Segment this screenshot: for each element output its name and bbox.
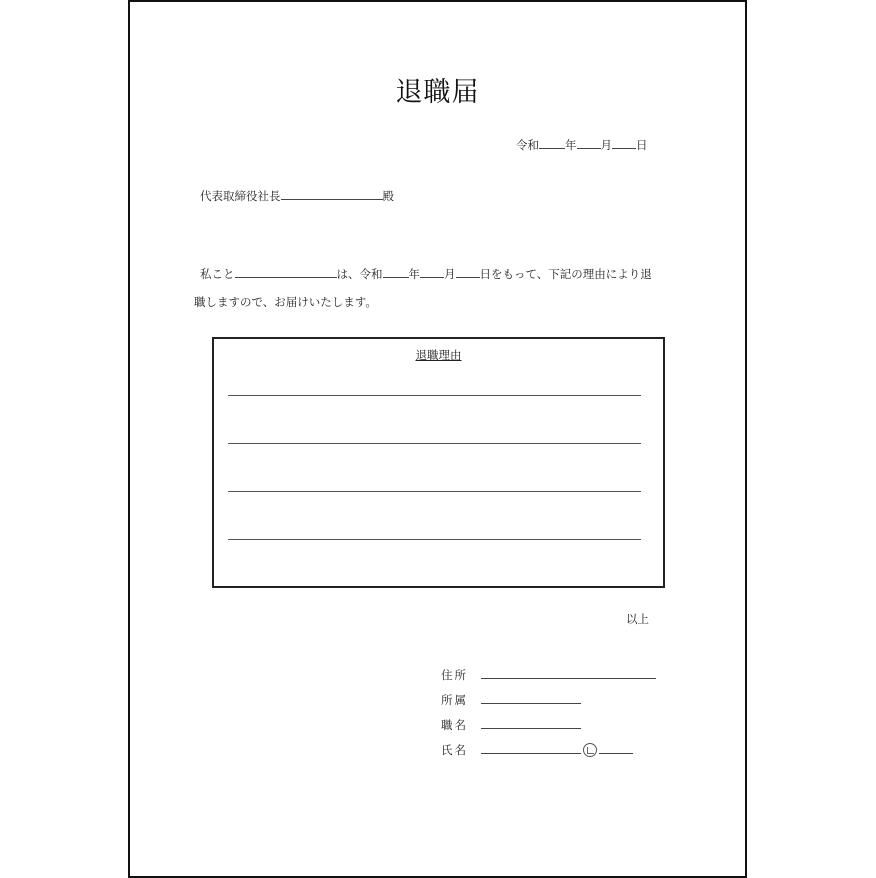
signature-affiliation-row: [441, 691, 581, 708]
addressee-label: 代表取締役社長: [200, 189, 281, 203]
body-seg-5: 日をもって、下記の理由により退: [479, 267, 652, 281]
signature-position-row: [441, 716, 581, 733]
date-day-blank[interactable]: [612, 136, 636, 149]
signature-address-row: [441, 666, 656, 683]
date-line: [516, 136, 648, 153]
date-year-suffix: 年: [565, 138, 577, 152]
body-seg-4: 月: [444, 267, 456, 281]
addressee-honorific: 殿: [382, 189, 394, 203]
body-name-blank[interactable]: [235, 265, 337, 278]
position-label: 職名: [441, 718, 468, 732]
name-label: 氏名: [441, 743, 468, 757]
body-seg-1: 私こと: [200, 267, 235, 281]
closing-text: 以上: [626, 612, 649, 626]
date-year-blank[interactable]: [539, 136, 565, 149]
body-seg-3: 年: [408, 267, 420, 281]
body-paragraph: [194, 260, 694, 316]
reason-line[interactable]: [228, 395, 641, 396]
reason-box: [212, 337, 665, 588]
body-seg-2: は、令和: [336, 267, 383, 281]
addressee-line: [200, 187, 394, 204]
body-month-blank[interactable]: [420, 265, 444, 278]
reason-line[interactable]: [228, 491, 641, 492]
address-label: 住所: [441, 668, 468, 682]
body-day-blank[interactable]: [456, 265, 480, 278]
affiliation-field[interactable]: [481, 691, 581, 704]
affiliation-label: 所属: [441, 693, 468, 707]
signature-name-row: [441, 741, 633, 758]
seal-icon: [583, 743, 597, 757]
body-year-blank[interactable]: [383, 265, 409, 278]
reason-line[interactable]: [228, 443, 641, 444]
body-line-2: [194, 288, 694, 316]
date-era: 令和: [516, 138, 539, 152]
addressee-name-blank[interactable]: [281, 187, 383, 200]
date-month-suffix: 月: [600, 138, 612, 152]
body-seg-6: 職しますので、お届けいたします。: [194, 295, 377, 309]
body-line-1: [194, 260, 694, 288]
position-field[interactable]: [481, 716, 581, 729]
date-day-suffix: 日: [636, 138, 648, 152]
reason-line[interactable]: [228, 539, 641, 540]
document-page: [128, 0, 747, 878]
date-month-blank[interactable]: [577, 136, 601, 149]
name-field-tail: [599, 741, 633, 754]
address-field[interactable]: [481, 666, 656, 679]
name-field[interactable]: [481, 741, 581, 754]
reason-title: 退職理由: [415, 348, 462, 362]
document-title: 退職届: [395, 77, 480, 108]
